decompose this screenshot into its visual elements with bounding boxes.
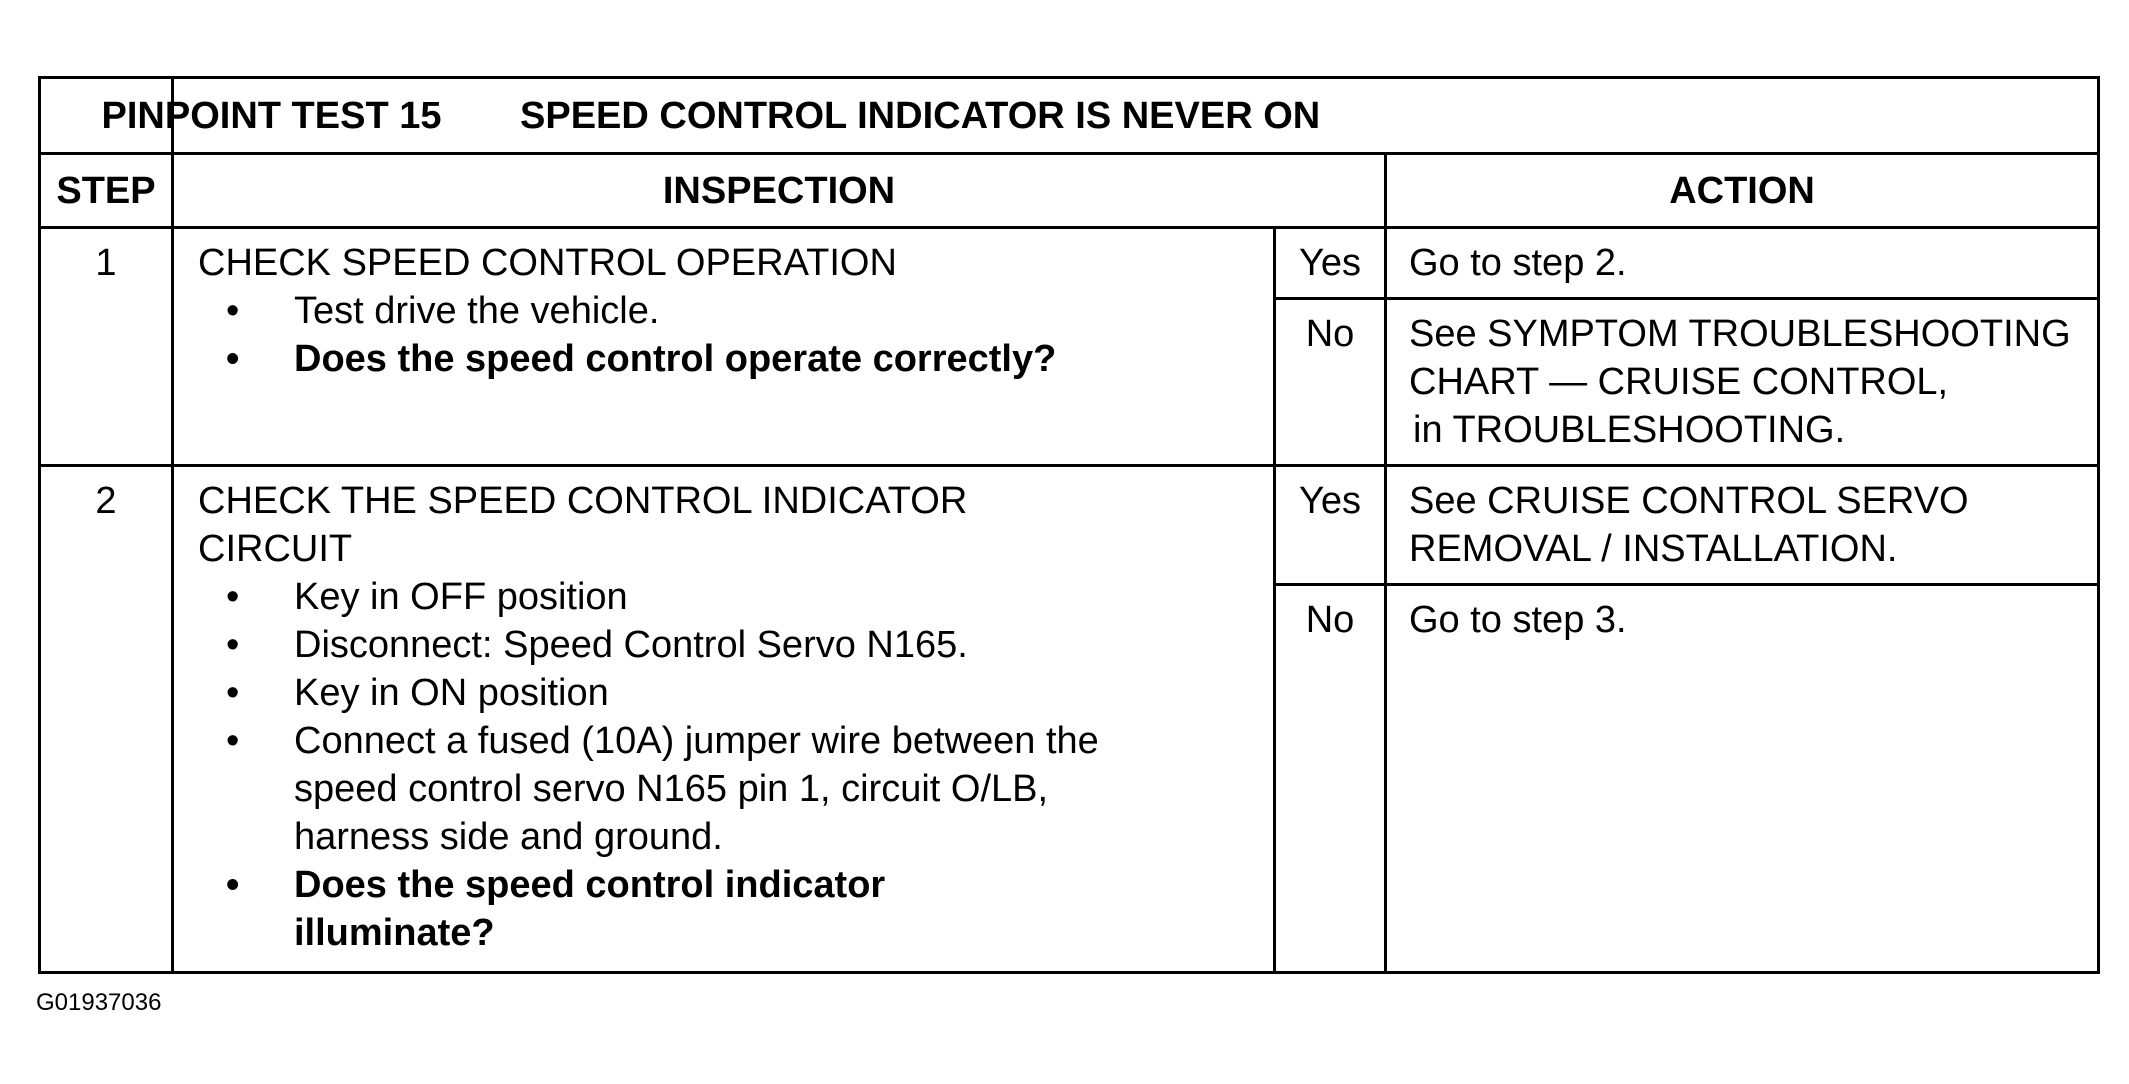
step-2-number: 2 (40, 466, 173, 973)
test-number: PINPOINT TEST 15 (101, 94, 442, 137)
step-1-no-label: No (1275, 299, 1386, 466)
step-2-yes-action (1386, 466, 2099, 585)
step-2-inspection (173, 466, 1275, 973)
step-2-bullet-2: • Disconnect: Speed Control Servo N165. (198, 621, 1253, 669)
step-2-yes-row (40, 466, 2099, 585)
step-1-no-action-line-1: See SYMPTOM TROUBLESHOOTING (1409, 313, 2071, 355)
step-1-inspection (173, 228, 1275, 466)
step-1-yes-label: Yes (1275, 228, 1386, 299)
step-1-no-action (1386, 299, 2099, 466)
inspection-column-header: INSPECTION (173, 154, 1386, 228)
step-1-bullets (198, 287, 1253, 383)
test-header-row (40, 78, 2099, 154)
test-title: SPEED CONTROL INDICATOR IS NEVER ON (520, 94, 1321, 137)
step-2-question: • Does the speed control indicator illuminate? (198, 861, 1054, 957)
step-2-yes-action-line-2: REMOVAL / INSTALLATION. (1409, 528, 1898, 570)
step-1-question: • Does the speed control operate correctly? (198, 335, 1253, 383)
step-2-yes-action-line-1: See CRUISE CONTROL SERVO (1409, 480, 1969, 522)
step-1-yes-action (1386, 228, 2099, 299)
test-number-cell (40, 78, 442, 154)
step-2-no-action (1386, 585, 2099, 973)
step-2-yes-label: Yes (1275, 466, 1386, 585)
step-2-no-label: No (1275, 585, 1386, 973)
step-1-no-action-line-2: CHART — CRUISE CONTROL, (1409, 361, 1949, 403)
step-2-bullets (198, 573, 1253, 957)
step-column-header: STEP (40, 154, 173, 228)
step-2-no-action-line-1: Go to step 3. (1409, 599, 1627, 641)
step-1-no-action-line-3: in TROUBLESHOOTING. (1413, 409, 1846, 451)
step-1-yes-action-line-1: Go to step 2. (1409, 242, 1627, 284)
figure-id: G01937036 (36, 989, 162, 1016)
step-2-bullet-4: • Connect a fused (10A) jumper wire between the speed control servo N165 pin 1, circuit O/LB, harness side and ground. (198, 717, 1104, 861)
step-1-bullet-1: • Test drive the vehicle. (198, 287, 1253, 335)
step-2-title: CHECK THE SPEED CONTROL INDICATOR CIRCUIT (198, 480, 968, 570)
column-header-row (40, 154, 2099, 228)
step-1-number: 1 (40, 228, 173, 466)
action-column-header: ACTION (1386, 154, 2099, 228)
step-1-title: CHECK SPEED CONTROL OPERATION (198, 242, 897, 284)
step-2-bullet-3: • Key in ON position (198, 669, 1253, 717)
step-2-bullet-1: • Key in OFF position (198, 573, 1253, 621)
step-1-yes-row (40, 228, 2099, 299)
pinpoint-test-table (38, 76, 2100, 974)
